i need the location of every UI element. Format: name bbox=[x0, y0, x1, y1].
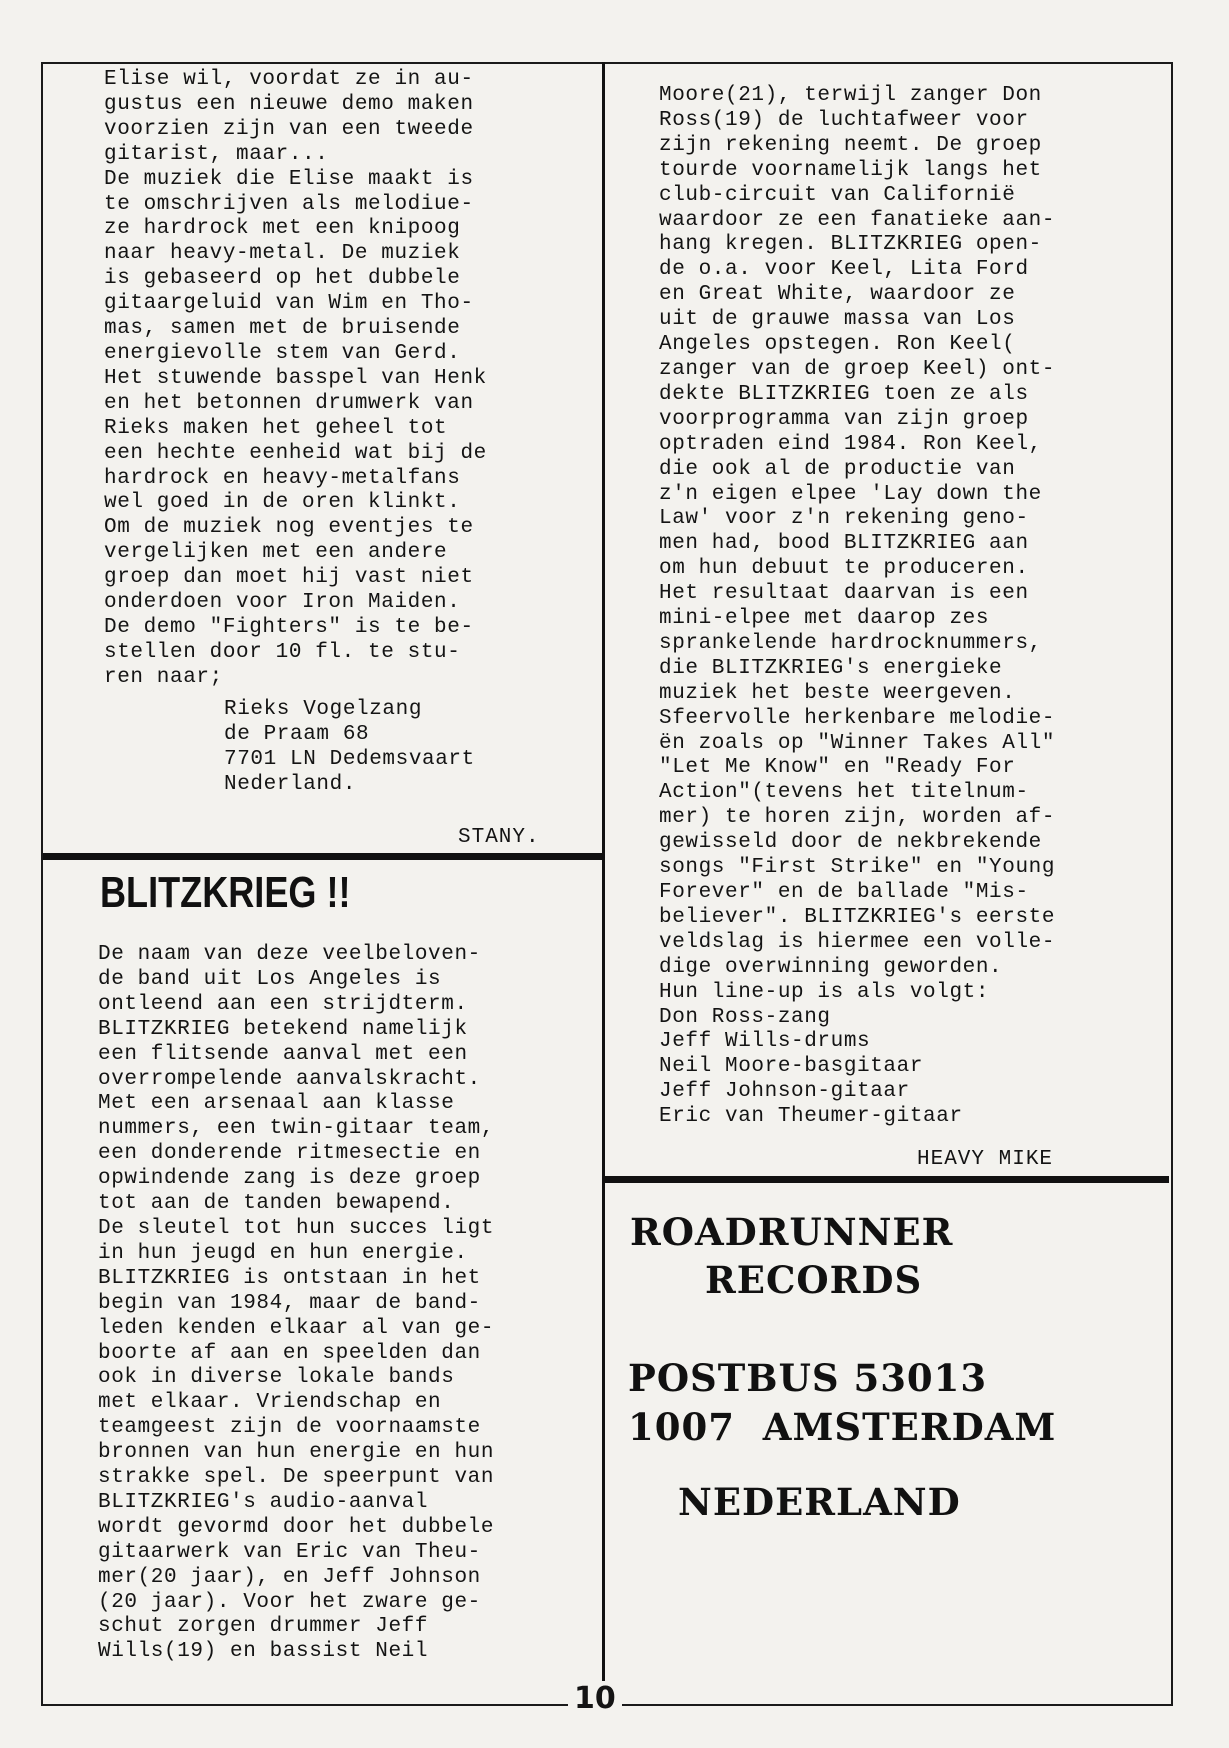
blitzkrieg-left-line: boorte af aan en speelden dan bbox=[98, 1341, 481, 1365]
blitzkrieg-left-line: wordt gevormd door het dubbele bbox=[98, 1515, 495, 1539]
blitzkrieg-text-left bbox=[98, 943, 494, 1665]
blitzkrieg-left-line: nummers, een twin-gitaar team, bbox=[98, 1117, 495, 1141]
elise-text-line: hardrock en heavy-metalfans bbox=[104, 466, 461, 490]
blitzkrieg-left-line: De naam van deze veelbeloven- bbox=[98, 943, 481, 966]
advert-records: RECORDS bbox=[705, 1258, 923, 1302]
elise-text-line: De demo "Fighters" is te be- bbox=[104, 615, 474, 639]
blitzkrieg-right-line: Don Ross-zang bbox=[659, 1005, 831, 1029]
blitzkrieg-text-right bbox=[659, 84, 1055, 1130]
elise-text-line: Het stuwende basspel van Henk bbox=[104, 366, 487, 390]
blitzkrieg-left-line: de band uit Los Angeles is bbox=[98, 967, 442, 991]
blitzkrieg-right-line: Ross(19) de luchtafweer voor bbox=[659, 108, 1029, 132]
blitzkrieg-right-line: z'n eigen elpee 'Lay down the bbox=[659, 482, 1042, 506]
address-line: Rieks Vogelzang bbox=[224, 698, 423, 721]
elise-text-line: mas, samen met de bruisende bbox=[104, 317, 461, 341]
elise-text-line: voorzien zijn van een tweede bbox=[104, 117, 474, 141]
blitzkrieg-left-line: overrompelende aanvalskracht. bbox=[98, 1067, 481, 1091]
blitzkrieg-right-line: om hun debuut te produceren. bbox=[659, 557, 1029, 581]
elise-text-line: te omschrijven als melodiue- bbox=[104, 192, 474, 216]
elise-text-line: ren naar; bbox=[104, 665, 223, 689]
advert-postbus: POSTBUS 53013 bbox=[628, 1356, 988, 1400]
page-number: 10 bbox=[568, 1681, 622, 1716]
blitzkrieg-left-line: teamgeest zijn de voornaamste bbox=[98, 1416, 481, 1440]
section-rule-left bbox=[43, 853, 603, 860]
blitzkrieg-left-line: ook in diverse lokale bands bbox=[98, 1366, 455, 1390]
blitzkrieg-left-line: ontleend aan een strijdterm. bbox=[98, 992, 468, 1016]
blitzkrieg-right-line: Angeles opstegen. Ron Keel( bbox=[659, 333, 1016, 357]
blitzkrieg-left-line: BLITZKRIEG is ontstaan in het bbox=[98, 1266, 481, 1290]
blitzkrieg-right-line: en Great White, waardoor ze bbox=[659, 283, 1016, 307]
elise-text-line: energievolle stem van Gerd. bbox=[104, 341, 461, 365]
blitzkrieg-left-line: bronnen van hun energie en hun bbox=[98, 1441, 495, 1465]
elise-text-line: een hechte eenheid wat bij de bbox=[104, 441, 487, 465]
blitzkrieg-left-line: gitaarwerk van Eric van Theu- bbox=[98, 1540, 481, 1564]
blitzkrieg-right-line: de o.a. voor Keel, Lita Ford bbox=[659, 258, 1029, 282]
blitzkrieg-left-line: De sleutel tot hun succes ligt bbox=[98, 1216, 495, 1240]
blitzkrieg-right-line: gewisseld door de nekbrekende bbox=[659, 831, 1042, 855]
elise-text-line: en het betonnen drumwerk van bbox=[104, 391, 474, 415]
elise-text-line: stellen door 10 fl. te stu- bbox=[104, 640, 461, 664]
blitzkrieg-right-line: zijn rekening neemt. De groep bbox=[659, 133, 1042, 157]
elise-text-line: ze hardrock met een knipoog bbox=[104, 217, 461, 241]
blitzkrieg-left-line: BLITZKRIEG's audio-aanval bbox=[98, 1490, 429, 1514]
blitzkrieg-left-line: tot aan de tanden bewapend. bbox=[98, 1192, 455, 1216]
blitzkrieg-right-line: Eric van Theumer-gitaar bbox=[659, 1105, 963, 1129]
blitzkrieg-right-line: Neil Moore-basgitaar bbox=[659, 1055, 924, 1079]
blitzkrieg-left-line: in hun jeugd en hun energie. bbox=[98, 1241, 468, 1265]
blitzkrieg-right-line: tourde voornamelijk langs het bbox=[659, 158, 1042, 182]
elise-text-line: naar heavy-metal. De muziek bbox=[104, 242, 461, 266]
blitzkrieg-right-line: voorprogramma van zijn groep bbox=[659, 407, 1029, 431]
blitzkrieg-right-line: Action"(tevens het titelnum- bbox=[659, 781, 1029, 805]
blitzkrieg-right-line: zanger van de groep Keel) ont- bbox=[659, 357, 1056, 381]
blitzkrieg-left-line: een donderende ritmesectie en bbox=[98, 1142, 481, 1166]
signature-heavy-mike: HEAVY MIKE bbox=[917, 1148, 1054, 1171]
address-line: 7701 LN Dedemsvaart bbox=[224, 747, 475, 771]
blitzkrieg-left-line: schut zorgen drummer Jeff bbox=[98, 1615, 429, 1639]
blitzkrieg-left-line: (20 jaar). Voor het zware ge- bbox=[98, 1590, 481, 1614]
blitzkrieg-right-line: muziek het beste weergeven. bbox=[659, 681, 1016, 705]
elise-text-line: Elise wil, voordat ze in au- bbox=[104, 68, 474, 91]
blitzkrieg-right-line: ën zoals op "Winner Takes All" bbox=[659, 731, 1056, 755]
blitzkrieg-right-line: optraden eind 1984. Ron Keel, bbox=[659, 432, 1042, 456]
blitzkrieg-right-line: die ook al de productie van bbox=[659, 457, 1016, 481]
blitzkrieg-left-line: Wills(19) en bassist Neil bbox=[98, 1640, 429, 1664]
elise-text-line: wel goed in de oren klinkt. bbox=[104, 491, 461, 515]
address-block bbox=[224, 698, 475, 798]
blitzkrieg-right-line: sprankelende hardrocknummers, bbox=[659, 631, 1042, 655]
address-line: de Praam 68 bbox=[224, 722, 370, 746]
blitzkrieg-right-line: mini-elpee met daarop zes bbox=[659, 607, 990, 631]
blitzkrieg-right-line: "Let Me Know" en "Ready For bbox=[659, 756, 1016, 780]
article-title: BLITZKRIEG !! bbox=[100, 868, 351, 917]
elise-text-line: Om de muziek nog eventjes te bbox=[104, 516, 474, 540]
blitzkrieg-right-line: men had, bood BLITZKRIEG aan bbox=[659, 532, 1029, 556]
blitzkrieg-left-line: een flitsende aanval met een bbox=[98, 1042, 468, 1066]
elise-text-line: gitaargeluid van Wim en Tho- bbox=[104, 292, 474, 316]
blitzkrieg-right-line: die BLITZKRIEG's energieke bbox=[659, 656, 1003, 680]
blitzkrieg-left-line: begin van 1984, maar de band- bbox=[98, 1291, 481, 1315]
elise-text-line: De muziek die Elise maakt is bbox=[104, 167, 474, 191]
address-line: Nederland. bbox=[224, 772, 357, 796]
blitzkrieg-right-line: Forever" en de ballade "Mis- bbox=[659, 881, 1029, 904]
blitzkrieg-right-line: uit de grauwe massa van Los bbox=[659, 308, 1016, 332]
blitzkrieg-right-line: waardoor ze een fanatieke aan- bbox=[659, 208, 1056, 232]
elise-text-line: Rieks maken het geheel tot bbox=[104, 416, 448, 440]
advert-city: 1007 AMSTERDAM bbox=[628, 1405, 1057, 1449]
blitzkrieg-left-line: mer(20 jaar), en Jeff Johnson bbox=[98, 1565, 481, 1589]
elise-text-line: gustus een nieuwe demo maken bbox=[104, 92, 474, 116]
blitzkrieg-right-line: Jeff Johnson-gitaar bbox=[659, 1080, 910, 1104]
advert-roadrunner: ROADRUNNER bbox=[630, 1210, 954, 1254]
elise-text-line: is gebaseerd op het dubbele bbox=[104, 267, 461, 291]
elise-text-line: onderdoen voor Iron Maiden. bbox=[104, 591, 461, 615]
blitzkrieg-right-line: veldslag is hiermee een volle- bbox=[659, 930, 1056, 954]
elise-text-line: gitarist, maar... bbox=[104, 142, 329, 166]
blitzkrieg-right-line: believer". BLITZKRIEG's eerste bbox=[659, 905, 1056, 929]
blitzkrieg-right-line: Law' voor z'n rekening geno- bbox=[659, 507, 1029, 531]
blitzkrieg-right-line: dekte BLITZKRIEG toen ze als bbox=[659, 382, 1029, 406]
blitzkrieg-right-line: dige overwinning geworden. bbox=[659, 955, 1003, 979]
blitzkrieg-right-line: songs "First Strike" en "Young bbox=[659, 856, 1056, 880]
blitzkrieg-right-line: Jeff Wills-drums bbox=[659, 1030, 871, 1054]
blitzkrieg-left-line: BLITZKRIEG betekend namelijk bbox=[98, 1017, 468, 1041]
blitzkrieg-right-line: Hun line-up is als volgt: bbox=[659, 980, 990, 1004]
blitzkrieg-left-line: Met een arsenaal aan klasse bbox=[98, 1092, 455, 1116]
blitzkrieg-left-line: strakke spel. De speerpunt van bbox=[98, 1466, 495, 1490]
blitzkrieg-left-line: opwindende zang is deze groep bbox=[98, 1167, 481, 1191]
blitzkrieg-right-line: Moore(21), terwijl zanger Don bbox=[659, 84, 1042, 107]
blitzkrieg-left-line: leden kenden elkaar al van ge- bbox=[98, 1316, 495, 1340]
section-rule-right bbox=[603, 1176, 1169, 1183]
blitzkrieg-left-line: met elkaar. Vriendschap en bbox=[98, 1391, 442, 1415]
blitzkrieg-right-line: hang kregen. BLITZKRIEG open- bbox=[659, 233, 1042, 257]
signature-stany: STANY. bbox=[458, 826, 540, 849]
blitzkrieg-right-line: club-circuit van Californië bbox=[659, 183, 1016, 207]
blitzkrieg-right-line: Sfeervolle herkenbare melodie- bbox=[659, 706, 1056, 730]
blitzkrieg-right-line: mer) te horen zijn, worden af- bbox=[659, 806, 1056, 830]
elise-text-line: vergelijken met een andere bbox=[104, 541, 448, 565]
blitzkrieg-right-line: Het resultaat daarvan is een bbox=[659, 582, 1029, 606]
elise-text-line: groep dan moet hij vast niet bbox=[104, 566, 474, 590]
elise-article-text bbox=[104, 68, 487, 691]
column-divider bbox=[602, 62, 605, 1702]
advert-country: NEDERLAND bbox=[678, 1480, 961, 1524]
